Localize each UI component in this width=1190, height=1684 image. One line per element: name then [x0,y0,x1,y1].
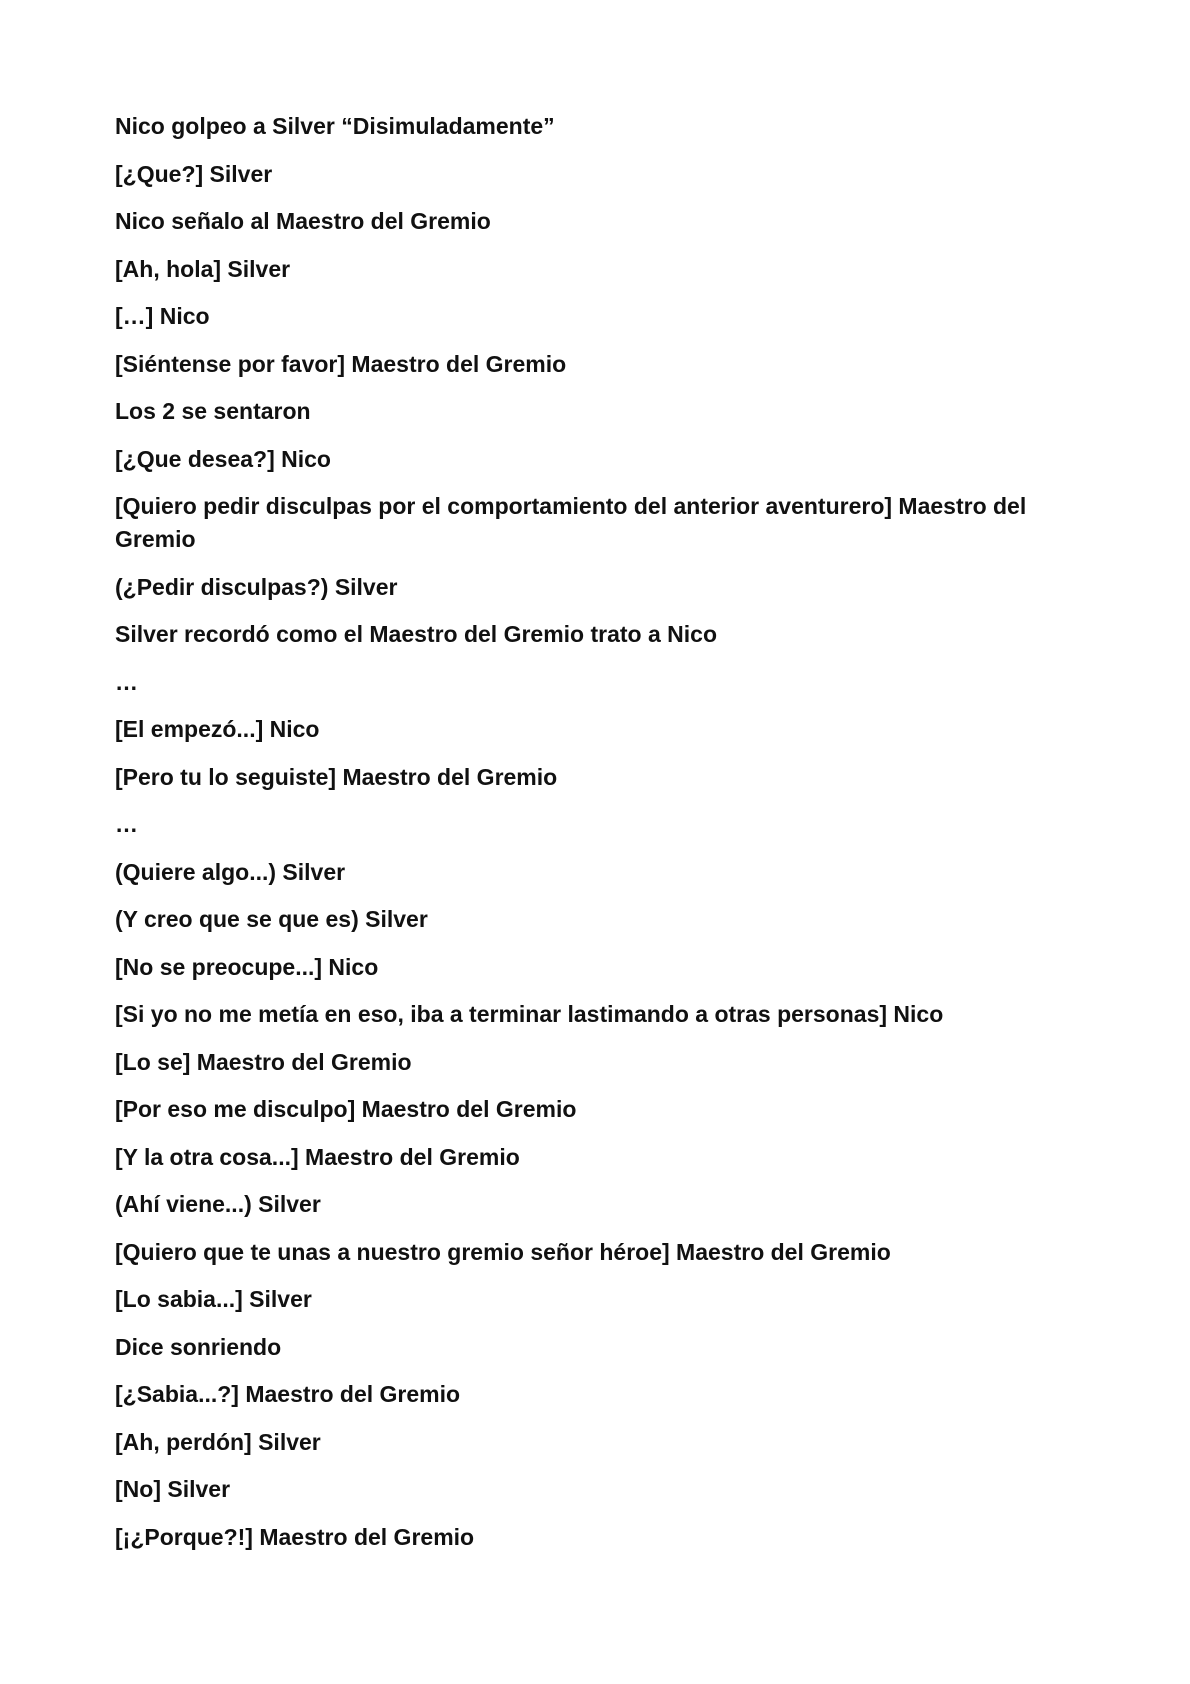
text-line: […] Nico [115,303,210,329]
text-line: [No] Silver [115,1476,231,1502]
text-line: [Por eso me disculpo] Maestro del Gremio [115,1096,577,1122]
text-line: [¿Que desea?] Nico [115,445,331,472]
text-line: [Siéntense por favor] Maestro del Gremio [115,350,567,377]
text-line: [El empezó...] Nico [115,716,320,742]
text-line: [¿Que?] Silver [115,160,273,187]
text-line: [Pero tu lo seguiste] Maestro del Gremio [115,763,558,790]
text-line: Nico golpeo a Silver “Disimuladamente” [115,113,555,139]
text-line: (Quiere algo...) Silver [115,858,346,885]
text-line: Los 2 se sentaron [115,398,311,424]
text-line: [Si yo no me metía en eso, iba a terminar lastimando a otras personas] Nico [115,1001,944,1027]
text-line: … [115,811,138,837]
text-line: Silver recordó como el Maestro del Gremio trato a Nico [115,621,718,647]
text-line: (Ahí viene...) Silver [115,1191,321,1217]
text-line: … [115,668,138,695]
text-line: [¿Sabia...?] Maestro del Gremio [115,1381,461,1407]
text-line: (Y creo que se que es) Silver [115,906,428,932]
text-line: [Ah, hola] Silver [115,255,291,282]
text-line: Dice sonriendo [115,1333,282,1360]
text-line: [Quiero pedir disculpas por el comportamiento del anterior aventurero] Maestro del Gremio [115,493,1027,552]
text-line: [Ah, perdón] Silver [115,1428,321,1455]
text-line: [¡¿Porque?!] Maestro del Gremio [115,1523,475,1550]
text-line: (¿Pedir disculpas?) Silver [115,573,398,600]
text-line: [Lo se] Maestro del Gremio [115,1048,412,1075]
text-line: [Lo sabia...] Silver [115,1286,312,1312]
text-line: [Quiero que te unas a nuestro gremio señor héroe] Maestro del Gremio [115,1238,891,1265]
dialogue-text [115,110,1075,1568]
text-line: Nico señalo al Maestro del Gremio [115,208,491,234]
text-line: [Y la otra cosa...] Maestro del Gremio [115,1143,520,1170]
text-line: [No se preocupe...] Nico [115,953,379,980]
